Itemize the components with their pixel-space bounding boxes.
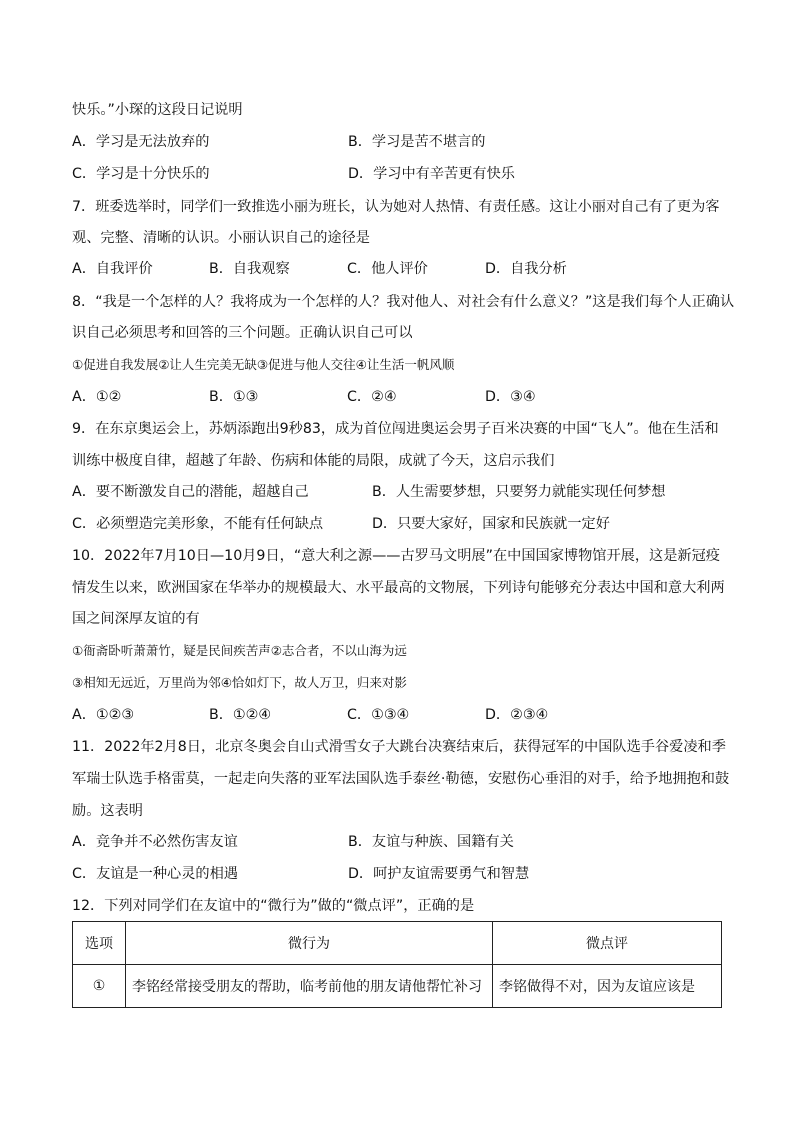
q8-statements: ①促进自我发展②让人生完美无缺③促进与他人交往④让生活一帆风顺	[72, 357, 455, 372]
q11-option-d: D．呵护友谊需要勇气和智慧	[348, 866, 530, 882]
q6-option-a: A．学习是无法放弃的	[72, 134, 210, 150]
q6-option-b: B．学习是苦不堪言的	[348, 134, 486, 150]
q8-option-d: D．③④	[485, 389, 536, 405]
table-cell-comment: 李铭做得不对，因为友谊应该是	[493, 965, 722, 1008]
table-header-behavior: 微行为	[126, 922, 493, 965]
q9-option-a: A．要不断激发自己的潜能，超越自己	[72, 484, 309, 500]
q8-option-b: B．①③	[209, 389, 259, 405]
q12-table	[72, 921, 722, 1008]
q12-stem: 12．下列对同学们在友谊中的“微行为”做的“微点评”，正确的是	[72, 898, 475, 914]
table-header-option: 选项	[73, 922, 126, 965]
q7-option-d: D．自我分析	[485, 261, 567, 277]
q11-stem-line3: 励。这表明	[72, 803, 143, 819]
table-cell-behavior: 李铭经常接受朋友的帮助，临考前他的朋友请他帮忙补习	[126, 965, 493, 1008]
q11-option-b: B．友谊与种族、国籍有关	[348, 834, 514, 850]
q10-option-d: D．②③④	[485, 707, 549, 723]
q8-stem-line1: 8．“我是一个怎样的人？我将成为一个怎样的人？我对他人、对社会有什么意义？”这是我们每个人正确认	[72, 294, 735, 310]
table-row	[73, 965, 722, 1008]
q8-option-a: A．①②	[72, 389, 122, 405]
table-cell-option: ①	[73, 965, 126, 1008]
table-header-row	[73, 922, 722, 965]
q7-option-a: A．自我评价	[72, 261, 153, 277]
q7-option-b: B．自我观察	[209, 261, 290, 277]
table-header-comment: 微点评	[493, 922, 722, 965]
q6-option-d: D．学习中有辛苦更有快乐	[348, 166, 515, 182]
q10-statements-2: ③相知无远近，万里尚为邻④恰如灯下，故人万卫，归来对影	[72, 675, 407, 690]
q11-stem-line2: 军瑞士队选手格雷莫，一起走向失落的亚军法国队选手泰丝·勒德，安慰伤心垂泪的对手，给予地拥抱和鼓	[72, 771, 730, 787]
q9-stem-line2: 训练中极度自律，超越了年龄、伤病和体能的局限，成就了今天，这启示我们	[72, 453, 555, 469]
q7-option-c: C．他人评价	[347, 261, 428, 277]
q6-option-c: C．学习是十分快乐的	[72, 166, 210, 182]
q10-option-b: B．①②④	[209, 707, 272, 723]
q10-statements-1: ①衙斋卧听萧萧竹，疑是民间疾苦声②志合者，不以山海为远	[72, 643, 407, 658]
q8-stem-line2: 识自己必须思考和回答的三个问题。正确认识自己可以	[72, 325, 413, 341]
q11-option-a: A．竞争并不必然伤害友谊	[72, 834, 238, 850]
q10-option-a: A．①②③	[72, 707, 135, 723]
q11-stem-line1: 11．2022年2月8日，北京冬奥会自山式滑雪女子大跳台决赛结束后，获得冠军的中国队选手谷爱凌和季	[72, 739, 726, 755]
q9-option-d: D．只要大家好，国家和民族就一定好	[372, 516, 610, 532]
q10-stem-line3: 国之间深厚友谊的有	[72, 611, 200, 627]
q9-stem-line1: 9．在东京奥运会上，苏炳添跑出9秒83，成为首位闯进奥运会男子百米决赛的中国“飞人”。他在生活和	[72, 421, 719, 437]
q8-option-c: C．②④	[347, 389, 397, 405]
q11-option-c: C．友谊是一种心灵的相遇	[72, 866, 238, 882]
q10-stem-line2: 情发生以来，欧洲国家在华举办的规模最大、水平最高的文物展，下列诗句能够充分表达中国和意大利两	[72, 580, 725, 596]
q7-stem-line2: 观、完整、清晰的认识。小丽认识自己的途径是	[72, 230, 370, 246]
q9-option-c: C．必须塑造完美形象，不能有任何缺点	[72, 516, 324, 532]
q9-option-b: B．人生需要梦想，只要努力就能实现任何梦想	[372, 484, 666, 500]
q10-option-c: C．①③④	[347, 707, 410, 723]
q7-stem-line1: 7．班委选举时，同学们一致推选小丽为班长，认为她对人热情、有责任感。这让小丽对自己有了更为客	[72, 199, 720, 215]
q6-stem-tail: 快乐。”小琛的这段日记说明	[72, 102, 243, 118]
q10-stem-line1: 10．2022年7月10日—10月9日，“意大利之源——古罗马文明展”在中国国家博物馆开展，这是新冠疫	[72, 548, 720, 564]
